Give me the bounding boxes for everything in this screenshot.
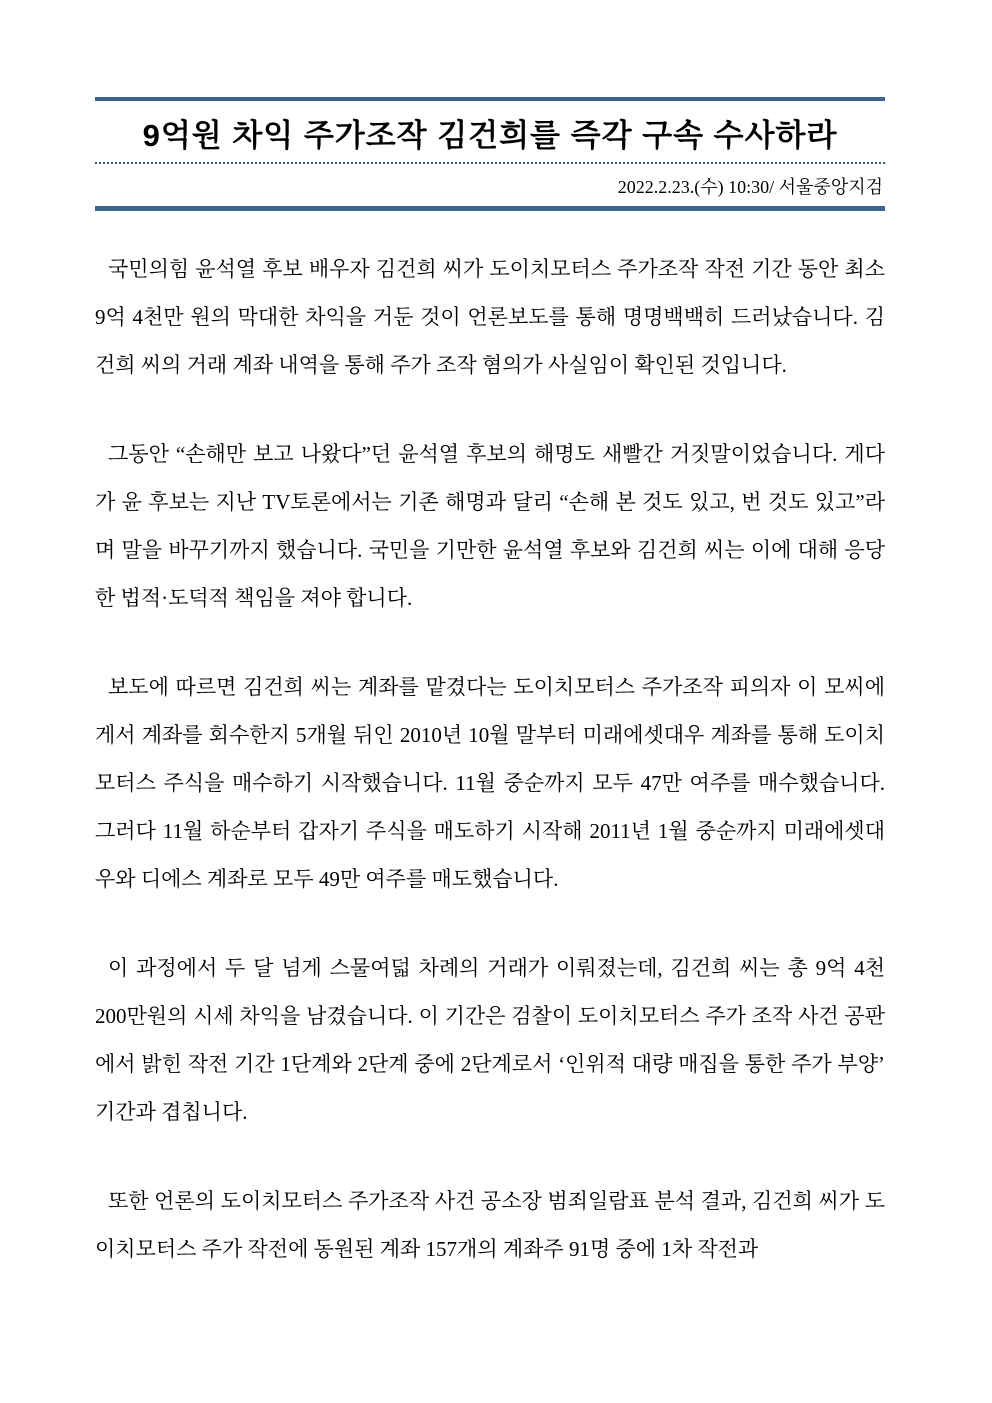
dateline: 2022.2.23.(수) 10:30/ 서울중앙지검 [617,177,883,197]
document-body [95,245,885,1273]
paragraph-4: 이 과정에서 두 달 넘게 스물여덟 차례의 거래가 이뤄졌는데, 김건희 씨는 총 9억 4천 200만원의 시세 차익을 남겼습니다. 이 기간은 검찰이 도이치모터스 주가 조작 사건 공판에서 밝힌 작전 기간 1단계와 2단계 중에 2단계로서 ‘인위적 대량 매집을 통한 주가 부양’ 기간과 겹칩니다. [95,956,885,1124]
paragraph-5: 또한 언론의 도이치모터스 주가조작 사건 공소장 범죄일람표 분석 결과, 김건희 씨가 도이치모터스 주가 작전에 동원된 계좌 157개의 계좌주 91명 중에 1차 작전과 [95,1189,885,1261]
page-title: 9억원 차익 주가조작 김건희를 즉각 구속 수사하라 [142,118,838,153]
paragraph-3: 보도에 따르면 김건희 씨는 계좌를 맡겼다는 도이치모터스 주가조작 피의자 이 모씨에게서 계좌를 회수한지 5개월 뒤인 2010년 10월 말부터 미래에셋대우 계좌를 통해 도이치모터스 주식을 매수하기 시작했습니다. 11월 중순까지 모두 47만 여주를 매수했습니다. 그러다 11월 하순부터 갑자기 주식을 매도하기 시작해 2011년 1월 중순까지 미래에셋대우와 디에스 계좌로 모두 49만 여주를 매도했습니다. [95,675,885,891]
document-header [95,97,885,211]
header-dotted-rule [95,162,885,164]
header-double-rule [95,97,885,101]
paragraph-2: 그동안 “손해만 보고 나왔다”던 윤석열 후보의 해명도 새빨간 거짓말이었습니다. 게다가 윤 후보는 지난 TV토론에서는 기존 해명과 달리 “손해 본 것도 있고, 번 것도 있고”라며 말을 바꾸기까지 했습니다. 국민을 기만한 윤석열 후보와 김건희 씨는 이에 대해 응당한 법적·도덕적 책임을 져야 합니다. [95,442,885,610]
header-thick-rule [95,206,885,211]
paragraph-1: 국민의힘 윤석열 후보 배우자 김건희 씨가 도이치모터스 주가조작 작전 기간 동안 최소 9억 4천만 원의 막대한 차익을 거둔 것이 언론보도를 통해 명명백백히 드러났습니다. 김건희 씨의 거래 계좌 내역을 통해 주가 조작 혐의가 사실임이 확인된 것입니다. [95,257,885,377]
